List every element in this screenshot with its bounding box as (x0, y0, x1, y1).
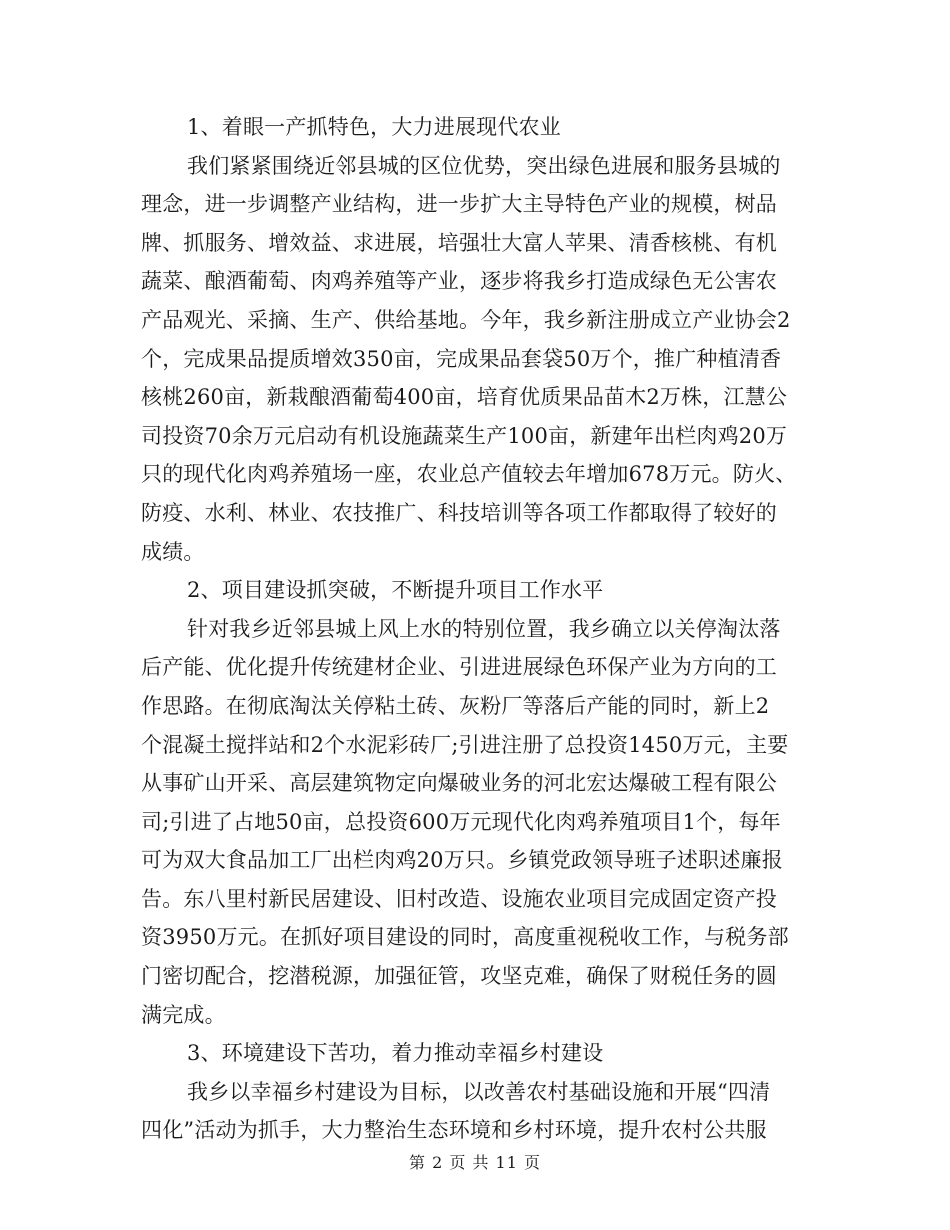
paragraph-line: 牌、抓服务、增效益、求进展，培强壮大富人苹果、清香核桃、有机 (141, 230, 777, 255)
paragraph-line: 后产能、优化提升传统建材企业、引进进展绿色环保产业为方向的工 (141, 655, 777, 680)
paragraph-line: 作思路。在彻底淘汰关停粘土砖、灰粉厂等落后产能的同时，新上2 (141, 693, 770, 718)
paragraph-line: 我们紧紧围绕近邻县城的区位优势，突出绿色进展和服务县城的 (187, 153, 781, 178)
paragraph-line: 个混凝土搅拌站和2个水泥彩砖厂;引进注册了总投资1450万元，主要 (141, 732, 789, 757)
paragraph-line: 司;引进了占地50亩，总投资600万元现代化肉鸡养殖项目1个，每年 (141, 809, 781, 834)
paragraph-line: 门密切配合，挖潜税源，加强征管，攻坚克难，确保了财税任务的圆 (141, 964, 777, 989)
section-heading-2: 2、项目建设抓突破，不断提升项目工作水平 (187, 578, 604, 603)
paragraph-line: 可为双大食品加工厂出栏肉鸡20万只。乡镇党政领导班子述职述廉报 (141, 848, 783, 873)
section-heading-3: 3、环境建设下苦功，着力推动幸福乡村建设 (187, 1041, 604, 1066)
paragraph-line: 成绩。 (141, 539, 205, 564)
section-heading-1: 1、着眼一产抓特色，大力进展现代农业 (187, 115, 561, 139)
paragraph-line: 资3950万元。在抓好项目建设的同时，高度重视税收工作，与税务部 (141, 925, 789, 950)
paragraph-line: 司投资70余万元启动有机设施蔬菜生产100亩，新建年出栏肉鸡20万 (141, 423, 788, 448)
paragraph-line: 防疫、水利、林业、农技推广、科技培训等各项工作都取得了较好的 (141, 500, 777, 525)
paragraph-line: 个，完成果品提质增效350亩，完成果品套袋50万个，推广种植清香 (141, 346, 782, 371)
paragraph-line: 核桃260亩，新栽酿酒葡萄400亩，培育优质果品苗木2万株，江慧公 (141, 385, 788, 410)
paragraph-line: 针对我乡近邻县城上风上水的特别位置，我乡确立以关停淘汰落 (187, 616, 781, 641)
page-number-footer: 第 2 页 共 11 页 (409, 1153, 541, 1172)
paragraph-line: 告。东八里村新民居建设、旧村改造、设施农业项目完成固定资产投 (141, 886, 777, 911)
paragraph-line: 蔬菜、酿酒葡萄、肉鸡养殖等产业，逐步将我乡打造成绿色无公害农 (141, 269, 777, 294)
paragraph-line: 我乡以幸福乡村建设为目标，以改善农村基础设施和开展“四清 (187, 1079, 771, 1104)
paragraph-line: 只的现代化肉鸡养殖场一座，农业总产值较去年增加678万元。防火、 (141, 462, 797, 487)
paragraph-line: 产品观光、采摘、生产、供给基地。今年，我乡新注册成立产业协会2 (141, 307, 791, 332)
paragraph-line: 理念，进一步调整产业结构，进一步扩大主导特色产业的规模，树品 (141, 192, 777, 217)
document-body (141, 108, 807, 1150)
paragraph-line: 四化”活动为抓手，大力整治生态环境和乡村环境，提升农村公共服 (141, 1118, 767, 1143)
paragraph-line: 满完成。 (141, 1002, 226, 1027)
paragraph-line: 从事矿山开采、高层建筑物定向爆破业务的河北宏达爆破工程有限公 (141, 771, 777, 796)
